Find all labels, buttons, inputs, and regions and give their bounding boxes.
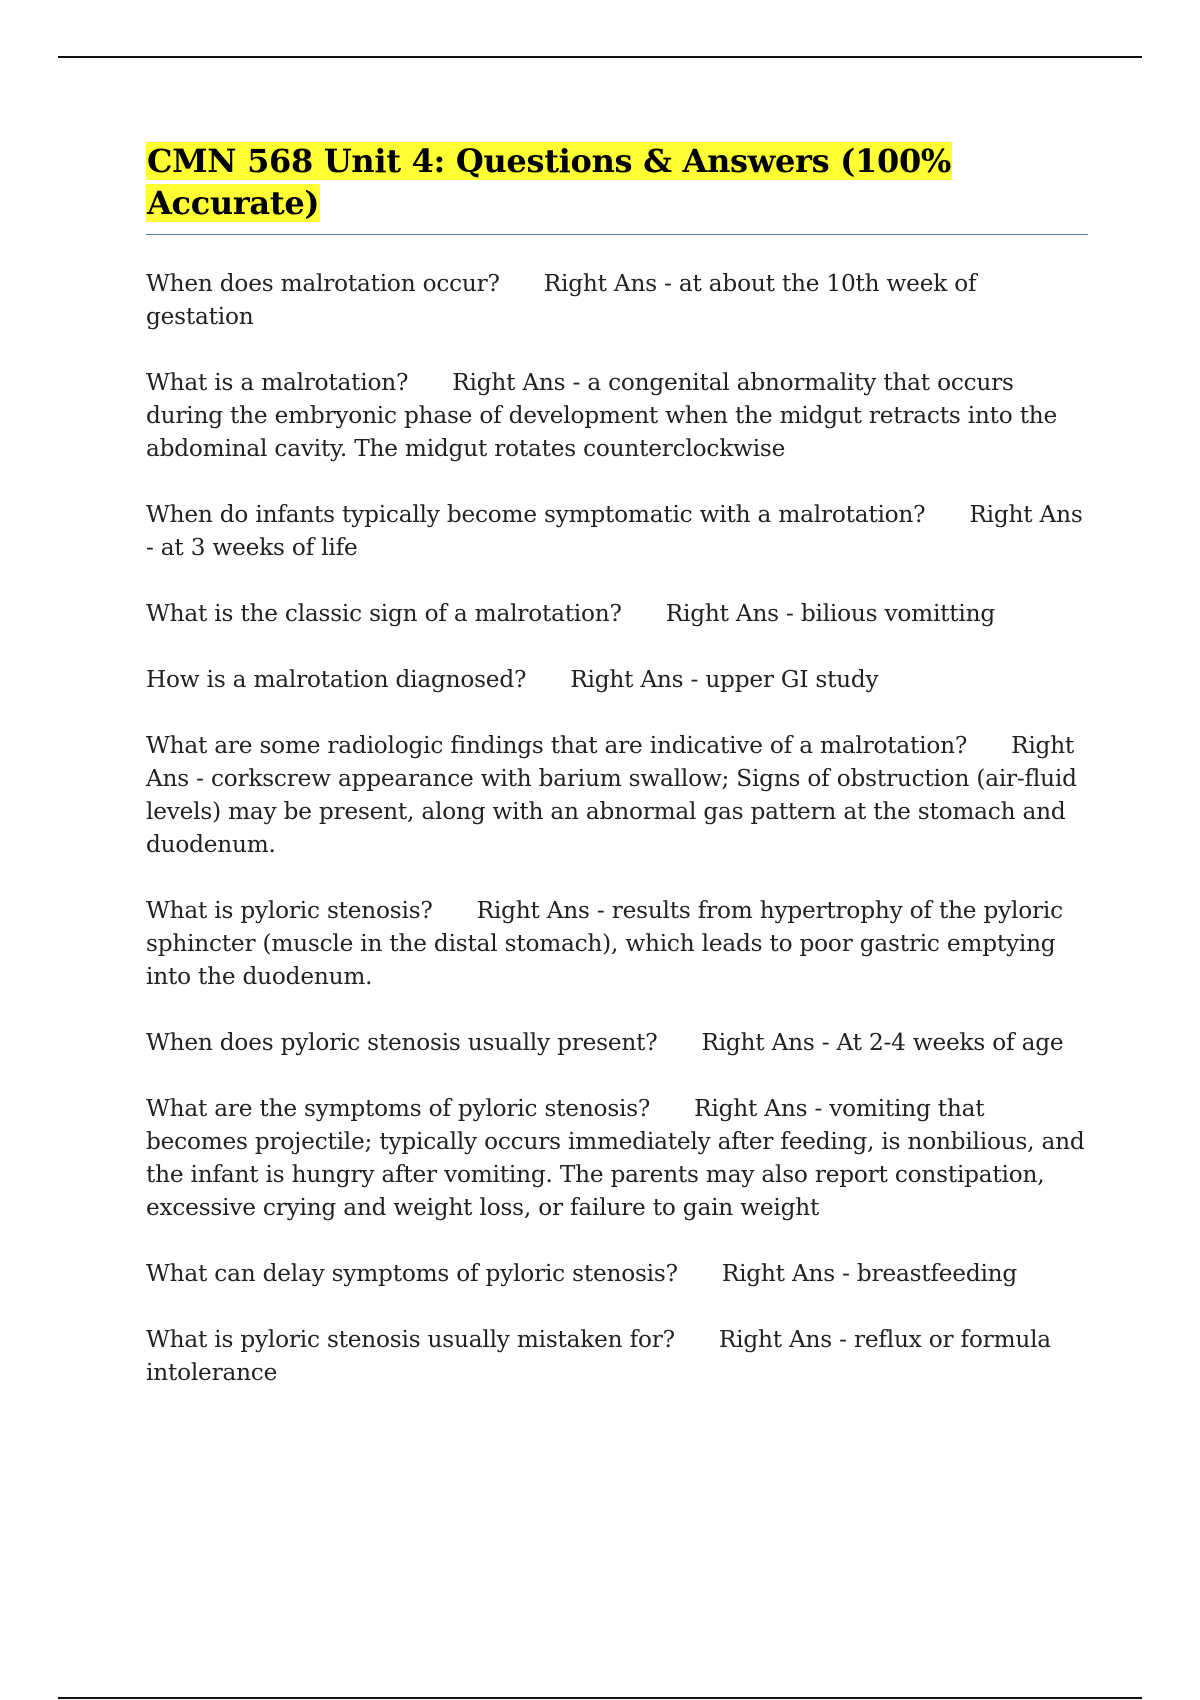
qa-answer: Right Ans - bilious vomitting bbox=[665, 600, 996, 627]
qa-answer: Right Ans - upper GI study bbox=[570, 666, 879, 693]
qa-question: When does pyloric stenosis usually present? bbox=[146, 1029, 658, 1056]
page-top-rule bbox=[58, 56, 1142, 58]
qa-question: What is a malrotation? bbox=[146, 369, 409, 396]
qa-item bbox=[146, 267, 1088, 333]
qa-question: When do infants typically become symptomatic with a malrotation? bbox=[146, 501, 926, 528]
qa-question: How is a malrotation diagnosed? bbox=[146, 666, 527, 693]
qa-item bbox=[146, 663, 1088, 696]
qa-item bbox=[146, 1092, 1088, 1224]
qa-question: What are some radiologic findings that are indicative of a malrotation? bbox=[146, 732, 968, 759]
qa-item bbox=[146, 894, 1088, 993]
qa-answer: Right Ans - at about the 10th week of gestation bbox=[146, 270, 977, 330]
qa-item bbox=[146, 597, 1088, 630]
page-bottom-rule bbox=[58, 1697, 1142, 1699]
qa-question: What is pyloric stenosis usually mistaken for? bbox=[146, 1326, 675, 1353]
qa-question: What is the classic sign of a malrotation? bbox=[146, 600, 622, 627]
qa-item bbox=[146, 1026, 1088, 1059]
qa-item bbox=[146, 366, 1088, 465]
qa-answer: Right Ans - corkscrew appearance with barium swallow; Signs of obstruction (air-fluid levels) may be present, along with an abnormal gas pattern at the stomach and duodenum. bbox=[146, 732, 1077, 858]
qa-answer: Right Ans - breastfeeding bbox=[721, 1260, 1018, 1287]
title-underline bbox=[146, 234, 1088, 235]
document-title-highlight: CMN 568 Unit 4: Questions & Answers (100% Accurate) bbox=[147, 142, 952, 222]
document-body bbox=[146, 140, 1088, 1422]
qa-list bbox=[146, 267, 1088, 1389]
qa-answer: Right Ans - At 2-4 weeks of age bbox=[701, 1029, 1064, 1056]
qa-answer: Right Ans - vomiting that becomes projectile; typically occurs immediately after feeding, is nonbilious, and the infant is hungry after vomiting. The parents may also report constipation, excessive crying and weight loss, or failure to gain weight bbox=[146, 1095, 1085, 1221]
qa-item bbox=[146, 729, 1088, 861]
qa-item bbox=[146, 1257, 1088, 1290]
qa-question: What are the symptoms of pyloric stenosis? bbox=[146, 1095, 651, 1122]
qa-item bbox=[146, 498, 1088, 564]
qa-question: What can delay symptoms of pyloric stenosis? bbox=[146, 1260, 678, 1287]
qa-answer: Right Ans - results from hypertrophy of the pyloric sphincter (muscle in the distal stomach), which leads to poor gastric emptying into the duodenum. bbox=[146, 897, 1063, 990]
qa-question: When does malrotation occur? bbox=[146, 270, 500, 297]
qa-answer: Right Ans - reflux or formula intolerance bbox=[146, 1326, 1051, 1386]
qa-question: What is pyloric stenosis? bbox=[146, 897, 433, 924]
qa-answer: Right Ans - at 3 weeks of life bbox=[146, 501, 1083, 561]
qa-item bbox=[146, 1323, 1088, 1389]
qa-answer: Right Ans - a congenital abnormality that occurs during the embryonic phase of development when the midgut retracts into the abdominal cavity. The midgut rotates counterclockwise bbox=[146, 369, 1058, 462]
document-title bbox=[146, 140, 1088, 224]
